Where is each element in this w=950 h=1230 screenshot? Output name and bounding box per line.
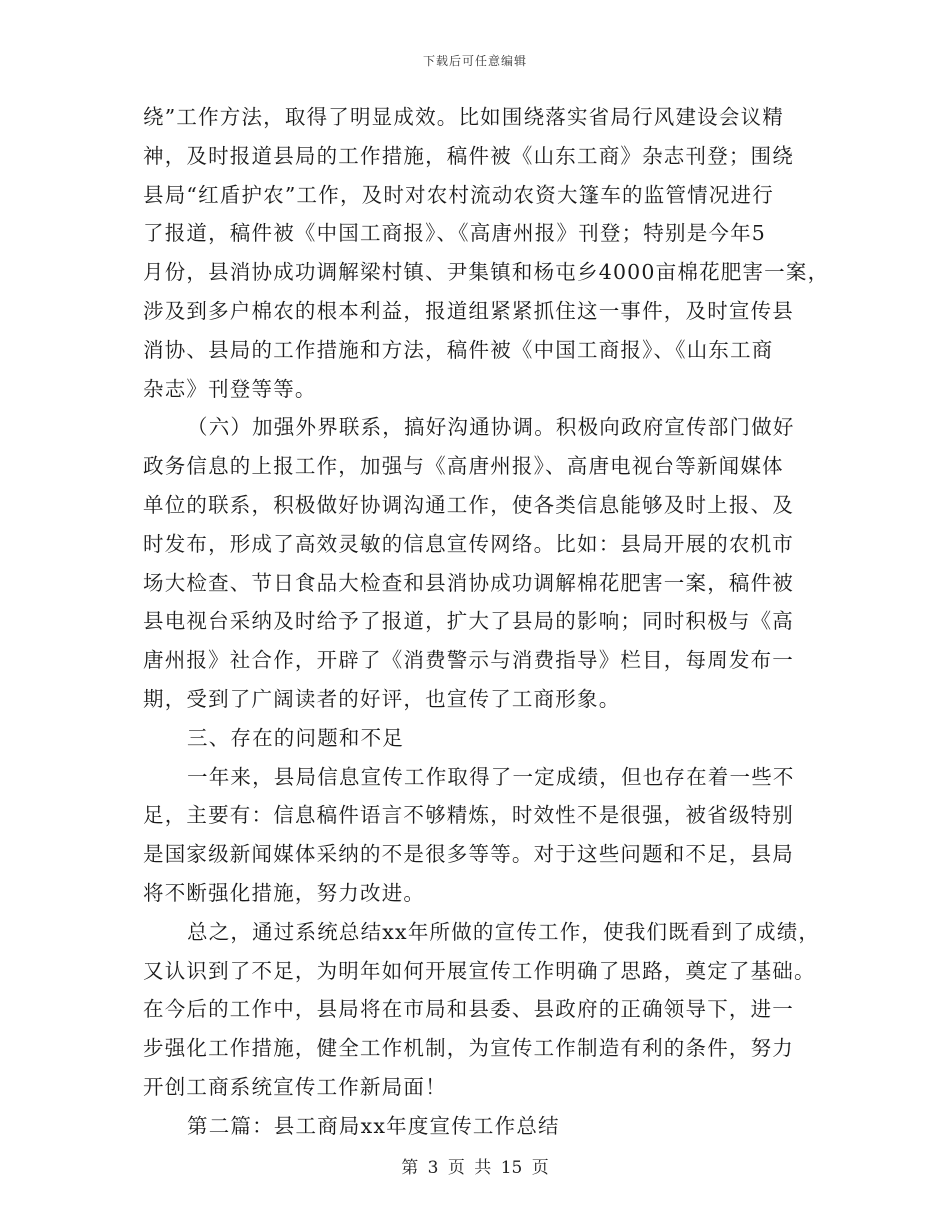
text-line: 政务信息的上报工作，加强与《高唐州报》、高唐电视台等新闻媒体 [143,454,784,479]
page-header: 下载后可任意编辑 [422,54,527,68]
text-line: 期，受到了广阔读者的好评，也宣传了工商形象。 [143,686,621,711]
text-line: （六）加强外界联系，搞好沟通协调。积极向政府宣传部门做好 [187,415,795,440]
text-line: 在今后的工作中，县局将在市局和县委、县政府的正确领导下，进一 [143,997,794,1022]
text-line: 时发布，形成了高效灵敏的信息宣传网络。比如：县局开展的农机市 [143,531,794,556]
text-line: 将不断强化措施，努力改进。 [143,880,426,905]
text-line: 第二篇：县工商局xx年度宣传工作总结 [187,1113,560,1138]
text-line: 唐州报》社合作，开辟了《消费警示与消费指导》栏目，每周发布一 [143,648,794,673]
text-line: 单位的联系，积极做好协调沟通工作，使各类信息能够及时上报、及 [143,492,794,517]
text-line: 杂志》刊登等等。 [143,376,317,401]
text-line: 总之，通过系统总结xx年所做的宣传工作，使我们既看到了成绩， [187,919,821,944]
page-footer: 第 3 页 共 15 页 [401,1158,549,1178]
text-line: 又认识到了不足，为明年如何开展宣传工作明确了思路，奠定了基础。 [143,958,816,983]
text-line: 一年来，县局信息宣传工作取得了一定成绩，但也存在着一些不 [187,764,795,789]
text-line: 消协、县局的工作措施和方法，稿件被《中国工商报》、《山东工商 [143,337,774,362]
text-line: 月份，县消协成功调解梁村镇、尹集镇和杨屯乡4000亩棉花肥害一案， [143,260,830,285]
text-line: 开创工商系统宣传工作新局面！ [143,1074,447,1099]
text-line: 神，及时报道县局的工作措施，稿件被《山东工商》杂志刊登；围绕 [143,143,794,168]
text-line: 是国家级新闻媒体采纳的不是很多等等。对于这些问题和不足，县局 [143,842,794,867]
text-line: 足，主要有：信息稿件语言不够精炼，时效性不是很强，被省级特别 [143,803,794,828]
document-body [143,98,830,1146]
text-line: 涉及到多户棉农的根本利益，报道组紧紧抓住这一事件，及时宣传县 [143,298,794,323]
text-line: 县电视台采纳及时给予了报道，扩大了县局的影响；同时积极与《高 [143,609,794,634]
text-line: 县局“红盾护农”工作，及时对农村流动农资大篷车的监管情况进行 [143,182,774,207]
text-line: 场大检查、节日食品大检查和县消协成功调解棉花肥害一案，稿件被 [143,570,794,595]
text-line: 绕”工作方法，取得了明显成效。比如围绕落实省局行风建设会议精 [143,105,784,129]
text-line: 三、存在的问题和不足 [187,725,404,750]
text-line: 了报道，稿件被《中国工商报》、《高唐州报》刊登；特别是今年5 [143,221,767,246]
text-line: 步强化工作措施，健全工作机制，为宣传工作制造有利的条件，努力 [143,1036,794,1061]
